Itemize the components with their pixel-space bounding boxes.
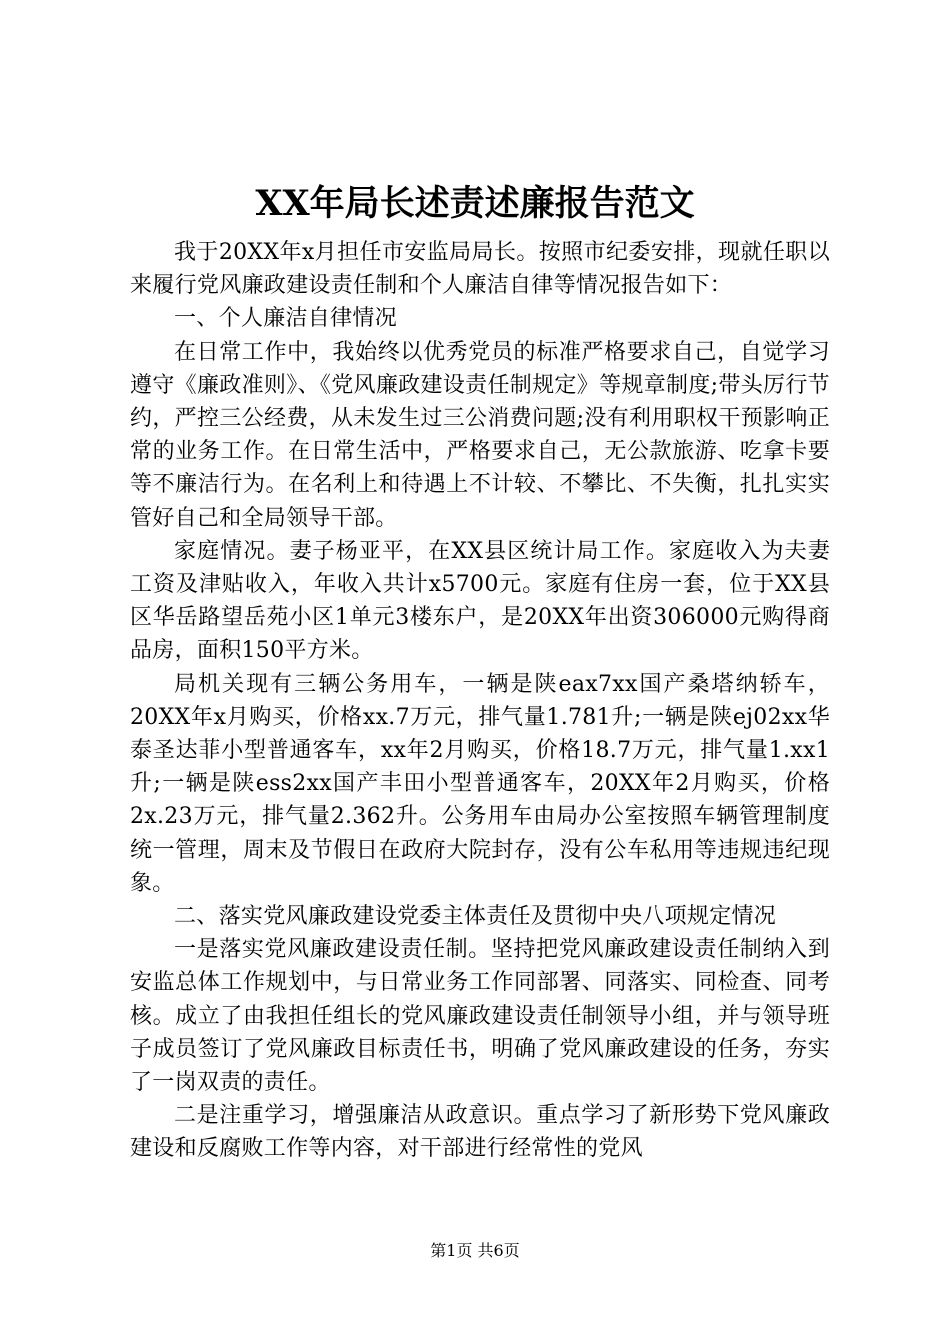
section-heading-1: 一、个人廉洁自律情况 — [174, 306, 398, 332]
paragraph-vehicles: 局机关现有三辆公务用车，一辆是陕eax7xx国产桑塔纳轿车，20XX年x月购买，价格xx.7万元，排气量1.781升;一辆是陕ej02xx华泰圣达菲小型普通客车，xx年2月购买，价格18.7万元，排气量1.xx1升;一辆是陕ess2xx国产丰田小型普通客车，20XX年2月购买，价格2x.23万元，排气量2.362升。公务用车由局办公室按照车辆管理制度统一管理，周末及节假日在政府大院封存，没有公车私用等违规违纪现象。 — [130, 671, 830, 896]
section-heading-2: 二、落实党风廉政建设党委主体责任及贯彻中央八项规定情况 — [174, 904, 777, 930]
paragraph-family: 家庭情况。妻子杨亚平，在XX县区统计局工作。家庭收入为夫妻工资及津贴收入，年收入共计x5700元。家庭有住房一套，位于XX县区华岳路望岳苑小区1单元3楼东户，是20XX年出资306000元购得商品房，面积150平方米。 — [130, 538, 830, 664]
paragraph-intro: 我于20XX年x月担任市安监局局长。按照市纪委安排，现就任职以来履行党风廉政建设责任制和个人廉洁自律等情况报告如下： — [130, 240, 830, 299]
paragraph-study: 二是注重学习，增强廉洁从政意识。重点学习了新形势下党风廉政建设和反腐败工作等内容，对干部进行经常性的党风 — [130, 1103, 830, 1162]
page-number: 第1页 共6页 — [430, 1241, 520, 1260]
paragraph-self-discipline: 在日常工作中，我始终以优秀党员的标准严格要求自己，自觉学习遵守《廉政准则》、《党风廉政建设责任制规定》等规章制度;带头厉行节约，严控三公经费，从未发生过三公消费问题;没有利用职权干预影响正常的业务工作。在日常生活中，严格要求自己，无公款旅游、吃拿卡要等不廉洁行为。在名利上和待遇上不计较、不攀比、不失衡，扎扎实实管好自己和全局领导干部。 — [130, 339, 830, 531]
paragraph-responsibility: 一是落实党风廉政建设责任制。坚持把党风廉政建设责任制纳入到安监总体工作规划中，与日常业务工作同部署、同落实、同检查、同考核。成立了由我担任组长的党风廉政建设责任制领导小组，并与领导班子成员签订了党风廉政目标责任书，明确了党风廉政建设的任务，夯实了一岗双责的责任。 — [130, 937, 830, 1096]
document-body — [130, 236, 830, 1166]
page-title: XX年局长述责述廉报告范文 — [255, 183, 695, 224]
